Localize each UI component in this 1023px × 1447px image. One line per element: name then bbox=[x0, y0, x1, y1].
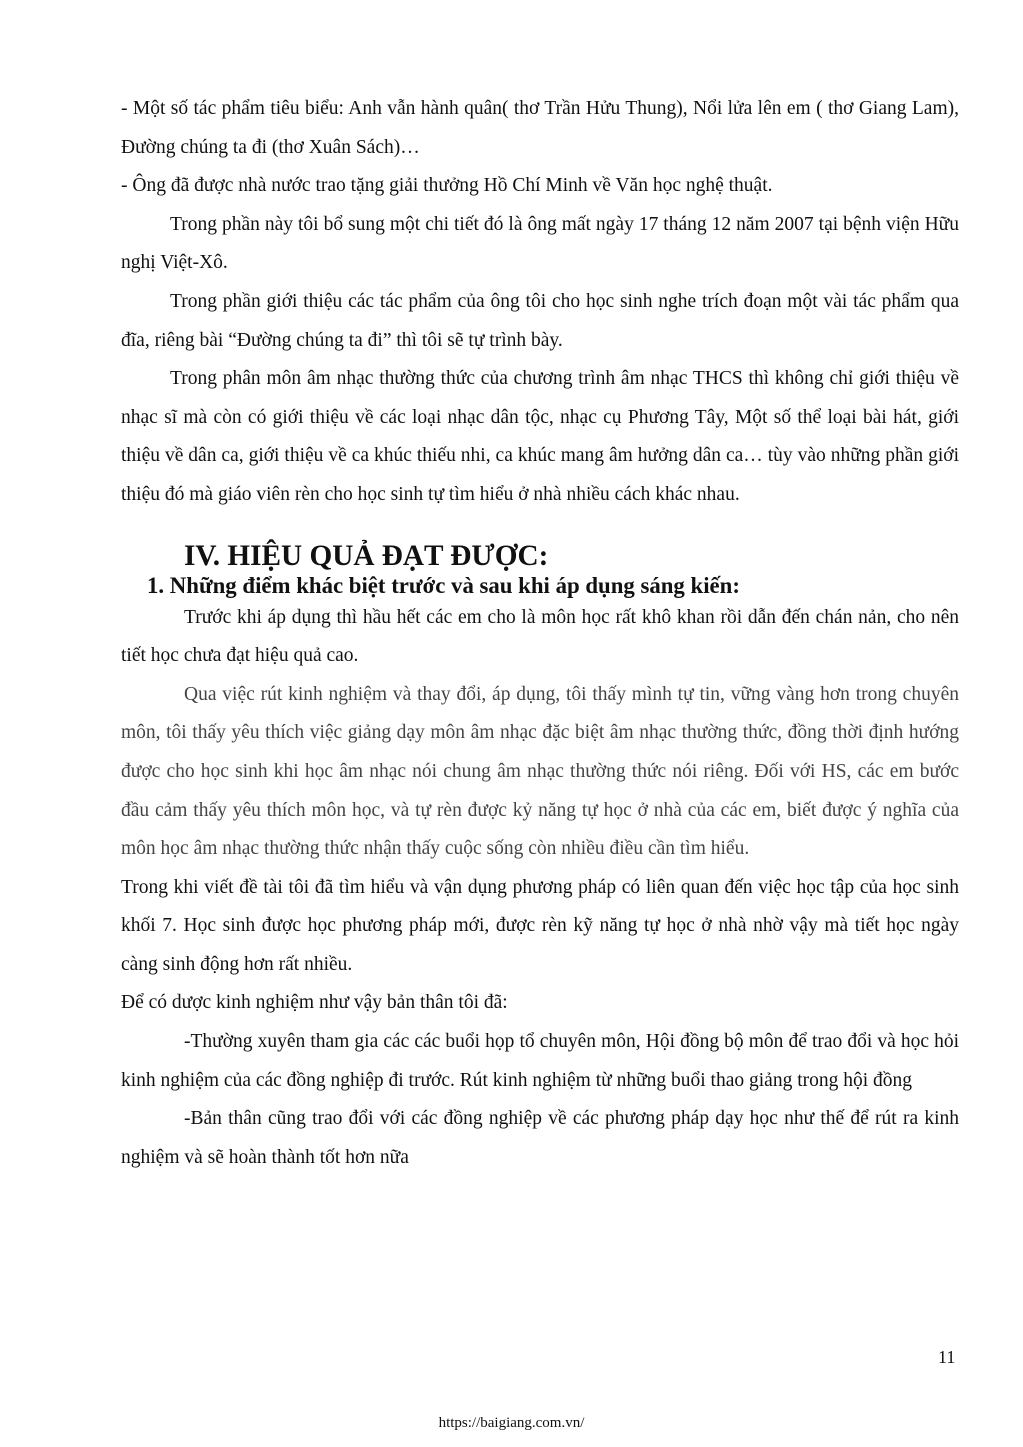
section-heading: IV. HIỆU QUẢ ĐẠT ĐƯỢC: bbox=[184, 539, 549, 572]
footer-url: https://baigiang.com.vn/ bbox=[438, 1415, 585, 1431]
page-number: 11 bbox=[938, 1347, 956, 1367]
exchange-list-item: -Bản thân cũng trao đổi với các đồng nghiệp về các phương pháp dạy học như thế để rút ra kinh nghiệm và sẽ hoàn thành tốt hơn nữa bbox=[121, 1108, 959, 1168]
experience-paragraph: Qua việc rút kinh nghiệm và thay đổi, áp dụng, tôi thấy mình tự tin, vững vàng hơn trong chuyên môn, tôi thấy yêu thích việc giảng dạy môn âm nhạc đặc biệt âm nhạc thường thức, đồng thời định hướng được cho học sinh khi học âm nhạc nói chung âm nhạc thường thức nói riêng. Đối với HS, các em bước đầu cảm thấy yêu thích môn học, và tự rèn được kỷ năng tự học ở nhà của các em, biết được ý nghĩa của môn học âm nhạc thường thức nhận thấy cuộc sống còn nhiều điều cần tìm hiểu. bbox=[121, 683, 959, 860]
works-introduction-paragraph: Trong phần giới thiệu các tác phẩm của ông tôi cho học sinh nghe trích đoạn một vài tác phẩm qua đĩa, riêng bài “Đường chúng ta đi” thì tôi sẽ tự trình bày. bbox=[121, 290, 959, 351]
death-detail-paragraph: Trong phần này tôi bổ sung một chi tiết đó là ông mất ngày 17 tháng 12 năm 2007 tại bệnh viện Hữu nghị Việt-Xô. bbox=[121, 213, 959, 274]
topic-writing-paragraph: Trong khi viết đề tài tôi đã tìm hiểu và vận dụng phương pháp có liên quan đến việc học tập của học sinh khối 7. Học sinh được học phương pháp mới, được rèn kỹ năng tự học ở nhà nhờ vậy mà tiết học ngày càng sinh động hơn rất nhiều. bbox=[121, 876, 959, 975]
document-body bbox=[121, 90, 959, 1177]
before-application-paragraph: Trước khi áp dụng thì hầu hết các em cho là môn học rất khô khan rồi dẫn đến chán nản, cho nên tiết học chưa đạt hiệu quả cao. bbox=[121, 606, 959, 667]
experience-intro-paragraph: Để có dược kinh nghiệm như vậy bản thân tôi đã: bbox=[121, 992, 508, 1014]
works-paragraph: - Một số tác phẩm tiêu biểu: Anh vẫn hành quân( thơ Trần Hửu Thung), Nổi lửa lên em ( thơ Giang Lam), Đường chúng ta đi (thơ Xuân Sách)… bbox=[121, 98, 959, 158]
music-appreciation-paragraph: Trong phân môn âm nhạc thường thức của chương trình âm nhạc THCS thì không chỉ giới thiệu về nhạc sĩ mà còn có giới thiệu về các loại nhạc dân tộc, nhạc cụ Phương Tây, Một số thể loại bài hát, giới thiệu về dân ca, giới thiệu về ca khúc thiếu nhi, ca khúc mang âm hưởng dân ca… tùy vào những phần giới thiệu đó mà giáo viên rèn cho học sinh tự tìm hiểu ở nhà nhiều cách khác nhau. bbox=[121, 368, 959, 505]
meetings-list-item: -Thường xuyên tham gia các các buổi họp tổ chuyên môn, Hội đồng bộ môn để trao đổi và học hỏi kinh nghiệm của các đồng nghiệp đi trước. Rút kinh nghiệm từ những buổi thao giảng trong hội đồng bbox=[121, 1031, 959, 1091]
sub-heading: 1. Những điểm khác biệt trước và sau khi áp dụng sáng kiến: bbox=[147, 572, 740, 598]
award-paragraph: - Ông đã được nhà nước trao tặng giải thưởng Hồ Chí Minh về Văn học nghệ thuật. bbox=[121, 175, 773, 197]
